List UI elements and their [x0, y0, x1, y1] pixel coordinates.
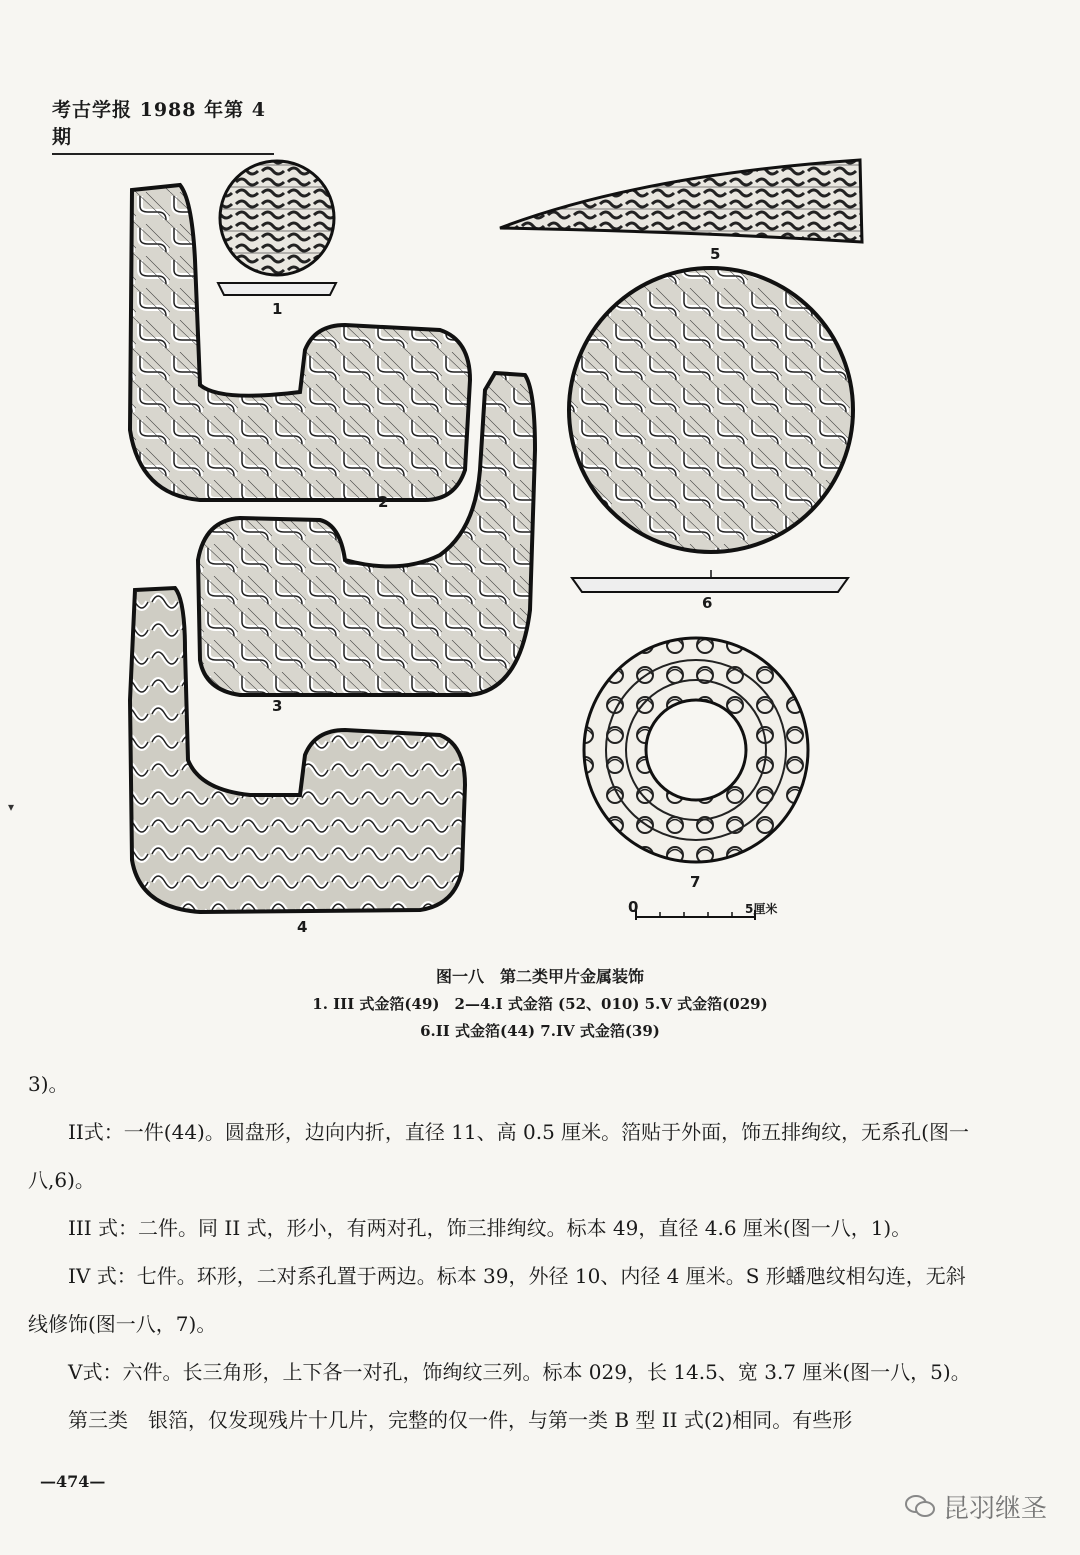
paragraph: III 式：二件。同 II 式，形小，有两对孔，饰三排绚纹。标本 49，直径 4.6 厘米(图一八，1)。	[28, 1216, 912, 1240]
figure-label-2: 2	[378, 493, 389, 511]
journal-header: 考古学报 1988 年第 4 期	[52, 95, 274, 155]
paragraph: IV 式：七件。环形，二对系孔置于两边。标本 39，外径 10、内径 4 厘米。S 形蟠虺纹相勾连，无斜线修饰(图一八，7)。	[28, 1264, 966, 1336]
margin-mark: ▾	[8, 800, 15, 814]
scale-zero-label: 0	[628, 898, 639, 916]
figure-caption-title: 图一八 第二类甲片金属装饰	[435, 967, 644, 986]
figure-caption-line-1: 1. III 式金箔(49) 2—4.I 式金箔 (52、010) 5.V 式金箔(029)	[312, 995, 768, 1013]
body-text	[28, 1060, 973, 1444]
figure-label-6: 6	[702, 594, 713, 612]
figure-label-1: 1	[272, 300, 283, 318]
paragraph: II式：一件(44)。圆盘形，边向内折，直径 11、高 0.5 厘米。箔贴于外面，饰五排绚纹，无系孔(图一八,6)。	[28, 1120, 969, 1192]
paragraph: V式：六件。长三角形，上下各一对孔，饰绚纹三列。标本 029，长 14.5、宽 3.7 厘米(图一八，5)。	[28, 1360, 971, 1384]
paragraph: 3)。	[28, 1072, 69, 1096]
figure-label-3: 3	[272, 697, 283, 715]
figure-caption-line-2: 6.II 式金箔(44) 7.IV 式金箔(39)	[420, 1022, 660, 1040]
item-7-ring	[584, 638, 808, 862]
figure-label-4: 4	[297, 918, 308, 936]
watermark	[905, 1488, 1047, 1525]
watermark-text: 昆羽继圣	[943, 1494, 1048, 1524]
item-5-triangle	[500, 160, 862, 242]
chat-bubble-icon	[905, 1494, 935, 1520]
figure-label-7: 7	[690, 873, 701, 891]
page-number: —474—	[40, 1472, 106, 1491]
scale-end-label: 5厘米	[745, 902, 778, 916]
figure-label-5: 5	[710, 245, 721, 263]
scale-bar	[636, 910, 755, 920]
paragraph: 第三类 银箔，仅发现残片十几片，完整的仅一件，与第一类 B 型 II 式(2)相同。有些形	[28, 1408, 853, 1432]
item-1-disc	[218, 161, 336, 295]
item-6-disc	[569, 268, 853, 592]
